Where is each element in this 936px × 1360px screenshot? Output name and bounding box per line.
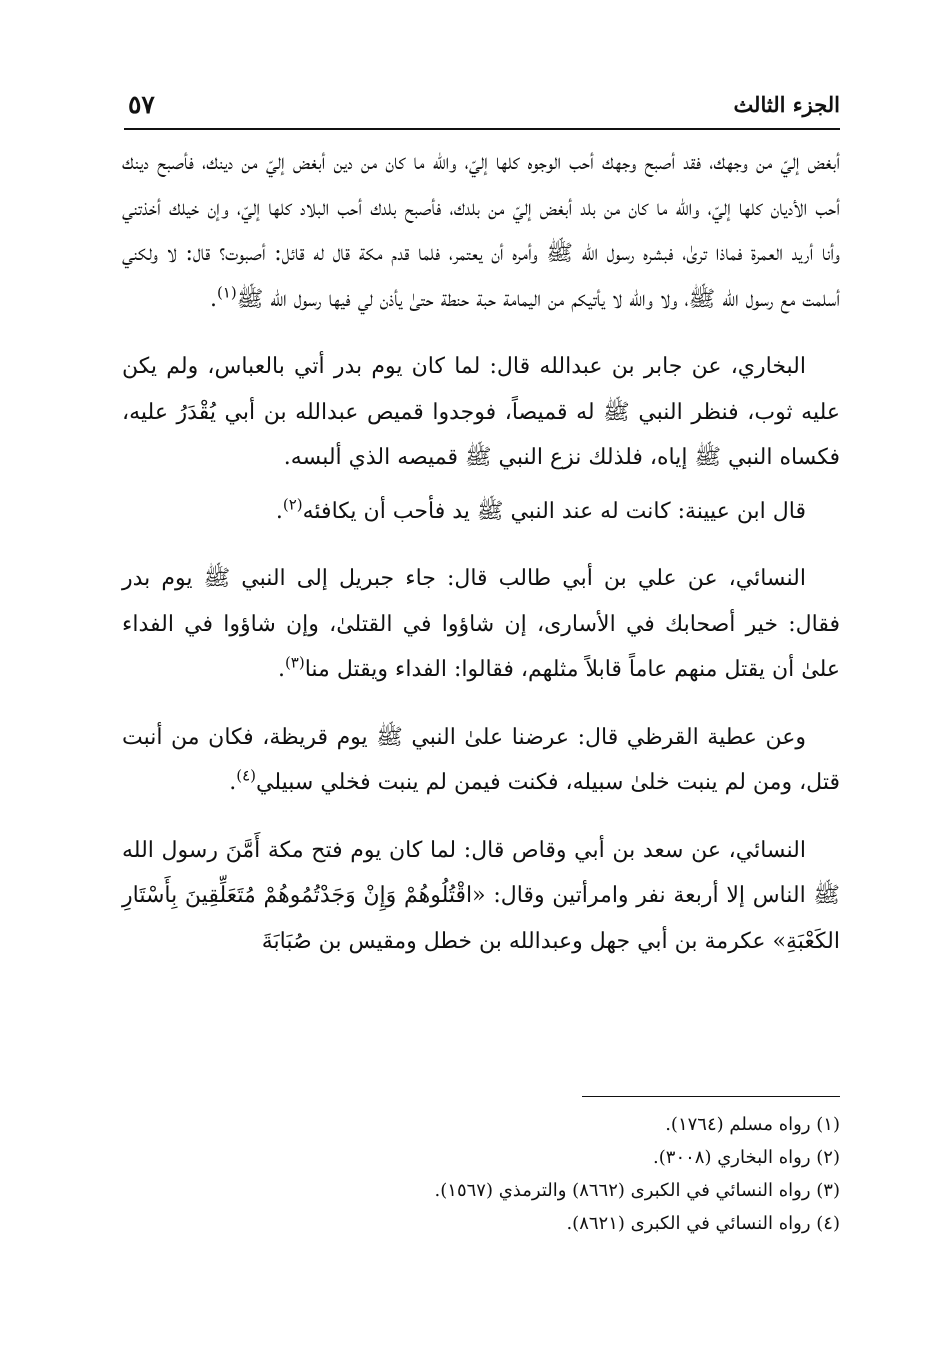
paragraph-text: قال ابن عيينة: كانت له عند النبي ﷺ يد فأحب أن يكافئه bbox=[302, 498, 806, 524]
footnote-ref: (٤) bbox=[236, 766, 256, 785]
paragraph bbox=[122, 344, 840, 481]
paragraph bbox=[122, 715, 840, 806]
page-number: ٥٧ bbox=[128, 89, 155, 119]
paragraph-end: . bbox=[229, 770, 237, 795]
page-header bbox=[128, 86, 840, 122]
footnote-ref: (٣) bbox=[284, 653, 305, 672]
footnote-rule bbox=[582, 1096, 840, 1097]
running-head: الجزء الثالث bbox=[733, 91, 840, 117]
paragraph-text: النسائي، عن سعد بن أبي وقاص قال: لما كان يوم فتح مكة أَمَّنَ رسول الله ﷺ الناس إلا أربعة نفر وامرأتين وقال: «اقْتُلُوهُمْ وَإِنْ وَجَدْتُمُوهُمْ مُتَعَلِّقِينَ بِأَسْتَارِ الكَعْبَةِ» عكرمة بن أبي جهل وعبدالله بن خطل ومقيس بن صُبَابَةَ bbox=[122, 837, 840, 954]
footnotes bbox=[300, 1108, 840, 1240]
paragraph bbox=[122, 489, 840, 535]
header-rule bbox=[124, 128, 840, 130]
paragraph-text: أبغض إليّ من وجهك، فقد أصبح وجهك أحب الوجوه كلها إليّ، والله ما كان من دين أبغض إليّ من دينك، فأصبح دينك أحب الأديان كلها إليّ، والله ما كان من بلد أبغض إليّ من بلدك، فأصبح بلدك أحب البلاد كلها إليّ، وإن خيلك أخذتني وأنا أريد العمرة فماذا ترىٰ، فبشره رسول الله ﷺ وأمره أن يعتمر، فلما قدم مكة قال له قائل: أصبوت؟ قال: لا ولكني أسلمت مع رسول الله ﷺ، ولا والله لا يأتيكم من اليمامة حبة حنطة حتىٰ يأذن لي فيها رسول الله ﷺ bbox=[122, 150, 840, 312]
paragraph bbox=[122, 140, 840, 322]
footnote: (١) رواه مسلم (١٧٦٤). bbox=[665, 1114, 840, 1135]
footnote: (٣) رواه النسائي في الكبرى (٨٦٦٢) والترمذي (١٥٦٧). bbox=[434, 1180, 840, 1201]
paragraph-text: وعن عطية القرظي قال: عرضنا علىٰ النبي ﷺ يوم قريظة، فكان من أنبت قتل، ومن لم ينبت خلىٰ سبيله، فكنت فيمن لم ينبت فخلي سبيلي bbox=[122, 724, 840, 795]
paragraph-text: البخاري، عن جابر بن عبدالله قال: لما كان يوم بدر أتي بالعباس، ولم يكن عليه ثوب، فنظر النبي ﷺ له قميصاً، فوجدوا قميص عبدالله بن أبي يُقْدَرُ عليه، فكساه النبي ﷺ إياه، فلذلك نزع النبي ﷺ قميصه الذي ألبسه. bbox=[122, 354, 840, 470]
paragraph-end: . bbox=[277, 657, 285, 682]
paragraph bbox=[122, 828, 840, 965]
body-text bbox=[122, 140, 840, 964]
paragraph bbox=[122, 556, 840, 693]
paragraph-text: النسائي، عن علي بن أبي طالب قال: جاء جبريل إلى النبي ﷺ يوم بدر فقال: خير أصحابك في الأسارى، إن شاؤوا في القتلىٰ، وإن شاؤوا في الفداء علىٰ أن يقتل منهم عاماً قابلاً مثلهم، فقالوا: الفداء ويقتل منا bbox=[122, 566, 840, 682]
footnote: (٢) رواه البخاري (٣٠٠٨). bbox=[653, 1147, 840, 1168]
footnote-ref: (٢) bbox=[282, 495, 303, 514]
paragraph-end: . bbox=[209, 286, 217, 312]
paragraph-end: . bbox=[275, 498, 283, 524]
footnote: (٤) رواه النسائي في الكبرى (٨٦٢١). bbox=[566, 1213, 840, 1234]
footnote-ref: (١) bbox=[216, 283, 237, 302]
